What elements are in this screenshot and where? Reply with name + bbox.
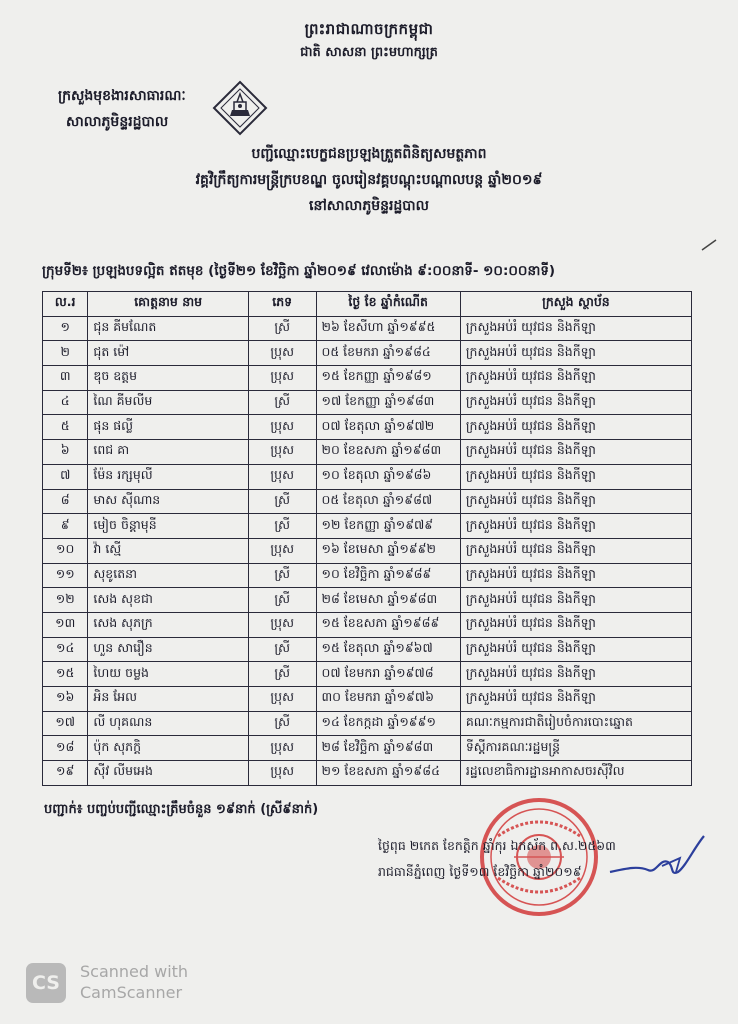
candidate-institution: ក្រសួងអប់រំ យុវជន និងកីឡា: [460, 415, 691, 440]
candidate-birthdate: ១០ ខែតុលា ឆ្នាំ១៩៨៦: [316, 464, 460, 489]
watermark-line1: Scanned with: [80, 962, 189, 981]
candidate-institution: ក្រសួងអប់រំ យុវជន និងកីឡា: [460, 612, 691, 637]
candidate-birthdate: ០៧ ខែតុលា ឆ្នាំ១៩៧២: [316, 415, 460, 440]
total-note: បញ្ជាក់៖ បញ្ចប់បញ្ជីឈ្មោះត្រឹមចំនួន ១៩នាក់ (ស្រី៩នាក់): [44, 802, 319, 817]
header-institution: ក្រសួង ស្ថាប័ន: [460, 292, 691, 317]
ministry-name: ក្រសួងមុខងារសាធារណៈ: [58, 88, 186, 104]
row-number: ៦: [43, 440, 88, 465]
candidate-institution: ក្រសួងអប់រំ យុវជន និងកីឡា: [460, 341, 691, 366]
candidate-birthdate: ១៥ ខែកញ្ញា ឆ្នាំ១៩៨១: [316, 366, 460, 391]
row-number: ២: [43, 341, 88, 366]
candidate-name: សេង សុភក្រ: [88, 612, 248, 637]
candidate-institution: ក្រសួងអប់រំ យុវជន និងកីឡា: [460, 464, 691, 489]
candidate-birthdate: ១៥ ខែតុលា ឆ្នាំ១៩៦៧: [316, 637, 460, 662]
document-title-line1: បញ្ជីឈ្មោះបេក្ខជនប្រឡងត្រួតពិនិត្យសមត្ថភាព: [251, 146, 487, 162]
candidate-name: វ៉ា ស្មើ: [88, 538, 248, 563]
candidate-birthdate: ០៥ ខែតុលា ឆ្នាំ១៩៨៧: [316, 489, 460, 514]
candidate-institution: ក្រសួងអប់រំ យុវជន និងកីឡា: [460, 662, 691, 687]
row-number: ១២: [43, 588, 88, 613]
row-number: ១៩: [43, 761, 88, 786]
solar-date: រាជធានីភ្នំពេញ ថ្ងៃទី១៣ ខែវិច្ឆិកា ឆ្នាំ២០១៩: [378, 864, 582, 879]
candidate-name: សេង សុខជា: [88, 588, 248, 613]
table-row: [43, 366, 692, 391]
national-motto: ជាតិ សាសនា ព្រះមហាក្សត្រ: [300, 45, 438, 60]
row-number: ៧: [43, 464, 88, 489]
row-number: ១៨: [43, 736, 88, 761]
candidate-institution: រដ្ឋលេខាធិការដ្ឋានអាកាសចរស៊ីវិល: [460, 761, 691, 786]
signature-icon: [608, 828, 718, 888]
scanner-watermark: [26, 961, 226, 1005]
candidate-name: ពេជ គា: [88, 440, 248, 465]
candidate-sex: ស្រី: [248, 514, 316, 539]
row-number: ១១: [43, 563, 88, 588]
candidate-name: ប៉ុក សុភក្តិ: [88, 736, 248, 761]
candidate-name: លី ហុគណន: [88, 711, 248, 736]
table-row: [43, 415, 692, 440]
candidate-sex: ស្រី: [248, 390, 316, 415]
official-seal-icon: [478, 796, 600, 918]
candidate-birthdate: ១៤ ខែកក្កដា ឆ្នាំ១៩៩១: [316, 711, 460, 736]
candidate-sex: ប្រុស: [248, 761, 316, 786]
header-name: គោត្តនាម នាម: [88, 292, 248, 317]
candidate-name: មាស ស៊ីណាន: [88, 489, 248, 514]
candidate-institution: ក្រសួងអប់រំ យុវជន និងកីឡា: [460, 538, 691, 563]
candidate-name: ជុត ម៉ៅ: [88, 341, 248, 366]
candidate-name: ជុន គីមណែត: [88, 316, 248, 341]
candidate-sex: ប្រុស: [248, 440, 316, 465]
row-number: ៣: [43, 366, 88, 391]
table-row: [43, 588, 692, 613]
candidate-sex: ស្រី: [248, 588, 316, 613]
pen-mark-icon: [700, 238, 718, 252]
candidate-sex: ប្រុស: [248, 341, 316, 366]
candidate-sex: ប្រុស: [248, 415, 316, 440]
candidate-birthdate: ០៥ ខែមករា ឆ្នាំ១៩៨៤: [316, 341, 460, 366]
candidate-name: ផុន ផល្លី: [88, 415, 248, 440]
candidate-birthdate: ០៧ ខែមករា ឆ្នាំ១៩៧៨: [316, 662, 460, 687]
table-row: [43, 563, 692, 588]
candidate-institution: ក្រសួងអប់រំ យុវជន និងកីឡា: [460, 687, 691, 712]
candidate-sex: ស្រី: [248, 662, 316, 687]
candidate-sex: ប្រុស: [248, 464, 316, 489]
table-row: [43, 514, 692, 539]
lunar-date: ថ្ងៃពុធ ២កេត ខែកត្តិក ឆ្នាំកុរ ឯកស័ក ព.ស.២៥៦៣: [378, 838, 616, 853]
table-row: [43, 464, 692, 489]
candidate-table: [42, 291, 692, 786]
candidate-sex: ស្រី: [248, 711, 316, 736]
candidate-birthdate: ២៨ ខែវិច្ឆិកា ឆ្នាំ១៩៨៣: [316, 736, 460, 761]
table-row: [43, 316, 692, 341]
row-number: ៩: [43, 514, 88, 539]
candidate-birthdate: ១៥ ខែឧសភា ឆ្នាំ១៩៨៩: [316, 612, 460, 637]
candidate-sex: ប្រុស: [248, 366, 316, 391]
candidate-birthdate: ១០ ខែវិច្ឆិកា ឆ្នាំ១៩៨៩: [316, 563, 460, 588]
candidate-sex: ស្រី: [248, 563, 316, 588]
candidate-sex: ស្រី: [248, 489, 316, 514]
candidate-name: មៀច ចិន្តាមុនី: [88, 514, 248, 539]
row-number: ១៥: [43, 662, 88, 687]
candidate-birthdate: ១២ ខែកញ្ញា ឆ្នាំ១៩៧៩: [316, 514, 460, 539]
candidate-name: ហៃយ ចម្លង: [88, 662, 248, 687]
table-row: [43, 390, 692, 415]
table-row: [43, 662, 692, 687]
emblem-icon: [212, 80, 268, 136]
candidate-name: ហួន សារឿន: [88, 637, 248, 662]
candidate-sex: ប្រុស: [248, 736, 316, 761]
table-row: [43, 761, 692, 786]
table-row: [43, 440, 692, 465]
table-header-row: [43, 292, 692, 317]
candidate-name: អិន អែល: [88, 687, 248, 712]
document-title-line2: វគ្គវិក្រឹត្យការមន្ត្រីក្របខណ្ឌ ចូលរៀនវគ្គបណ្តុះបណ្តាលបន្ត ឆ្នាំ២០១៩: [195, 172, 543, 188]
candidate-institution: ក្រសួងអប់រំ យុវជន និងកីឡា: [460, 316, 691, 341]
candidate-birthdate: ២០ ខែឧសភា ឆ្នាំ១៩៨៣: [316, 440, 460, 465]
row-number: ៥: [43, 415, 88, 440]
candidate-institution: ក្រសួងអប់រំ យុវជន និងកីឡា: [460, 390, 691, 415]
header-sex: ភេទ: [248, 292, 316, 317]
candidate-birthdate: ១៦ ខែមេសា ឆ្នាំ១៩៩២: [316, 538, 460, 563]
candidate-institution: ក្រសួងអប់រំ យុវជន និងកីឡា: [460, 563, 691, 588]
table-row: [43, 637, 692, 662]
row-number: ១៧: [43, 711, 88, 736]
candidate-sex: ស្រី: [248, 637, 316, 662]
table-row: [43, 736, 692, 761]
candidate-name: ស៊ីវ លីមអេង: [88, 761, 248, 786]
exam-group-heading: ក្រុមទី២៖ ប្រឡងបទល្អិត ឥតមុខ (ថ្ងៃទី២១ ខែវិច្ឆិកា ឆ្នាំ២០១៩ វេលាម៉ោង ៩:០០នាទី- ១០:០០នាទី): [42, 263, 556, 279]
table-row: [43, 341, 692, 366]
candidate-institution: គណៈកម្មការជាតិរៀបចំការបោះឆ្នោត: [460, 711, 691, 736]
table-row: [43, 489, 692, 514]
header-number: ល.រ: [43, 292, 88, 317]
candidate-institution: ក្រសួងអប់រំ យុវជន និងកីឡា: [460, 637, 691, 662]
row-number: ៨: [43, 489, 88, 514]
header-birthdate: ថ្ងៃ ខែ ឆ្នាំកំណើត: [316, 292, 460, 317]
candidate-birthdate: ២៨ ខែមេសា ឆ្នាំ១៩៨៣: [316, 588, 460, 613]
row-number: ១៣: [43, 612, 88, 637]
candidate-sex: ស្រី: [248, 316, 316, 341]
camscanner-logo-icon: CS: [26, 963, 66, 1003]
school-name: សាលាភូមិន្ទរដ្ឋបាល: [66, 114, 169, 130]
candidate-sex: ប្រុស: [248, 612, 316, 637]
candidate-institution: ទីស្តីការគណៈរដ្ឋមន្ត្រី: [460, 736, 691, 761]
candidate-institution: ក្រសួងអប់រំ យុវជន និងកីឡា: [460, 588, 691, 613]
row-number: ១០: [43, 538, 88, 563]
candidate-institution: ក្រសួងអប់រំ យុវជន និងកីឡា: [460, 489, 691, 514]
candidate-sex: ប្រុស: [248, 687, 316, 712]
candidate-institution: ក្រសួងអប់រំ យុវជន និងកីឡា: [460, 440, 691, 465]
candidate-birthdate: ២៦ ខែសីហា ឆ្នាំ១៩៩៥: [316, 316, 460, 341]
row-number: ១៦: [43, 687, 88, 712]
row-number: ១: [43, 316, 88, 341]
candidate-name: សុខូតេនា: [88, 563, 248, 588]
table-row: [43, 612, 692, 637]
candidate-birthdate: ៣០ ខែមករា ឆ្នាំ១៩៧៦: [316, 687, 460, 712]
table-row: [43, 538, 692, 563]
table-row: [43, 687, 692, 712]
candidate-birthdate: ២១ ខែឧសភា ឆ្នាំ១៩៨៤: [316, 761, 460, 786]
document-title-line3: នៅសាលាភូមិន្ទរដ្ឋបាល: [309, 198, 429, 214]
candidate-institution: ក្រសួងអប់រំ យុវជន និងកីឡា: [460, 366, 691, 391]
candidate-name: ណៃ គីមលីម: [88, 390, 248, 415]
candidate-institution: ក្រសួងអប់រំ យុវជន និងកីឡា: [460, 514, 691, 539]
candidate-name: ម៉ែន រក្សមុលី: [88, 464, 248, 489]
row-number: ៤: [43, 390, 88, 415]
kingdom-heading: ព្រះរាជាណាចក្រកម្ពុជា: [304, 20, 434, 38]
row-number: ១៤: [43, 637, 88, 662]
candidate-sex: ប្រុស: [248, 538, 316, 563]
table-row: [43, 711, 692, 736]
watermark-line2: CamScanner: [80, 983, 183, 1002]
candidate-name: ឌុច ឧត្តម: [88, 366, 248, 391]
candidate-birthdate: ១៧ ខែកញ្ញា ឆ្នាំ១៩៨៣: [316, 390, 460, 415]
